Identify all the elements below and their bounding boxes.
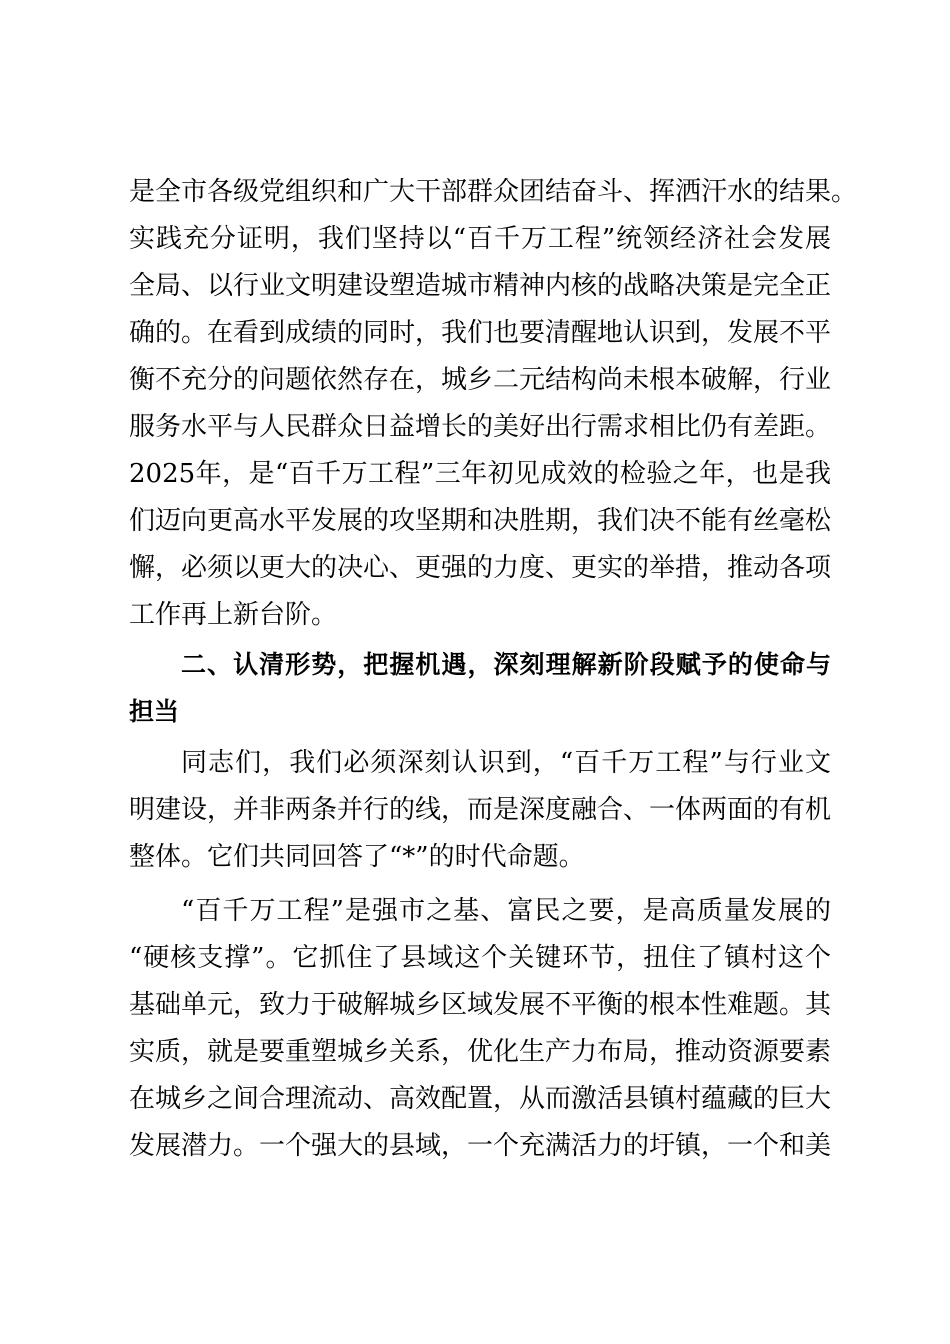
text-line: 衡不充分的问题依然存在，城乡二元结构尚未根本破解，行业 [129, 365, 832, 395]
heading-line: 担当 [129, 697, 180, 726]
text-line: 发展潜力。一个强大的县域，一个充满活力的圩镇，一个和美 [129, 1131, 832, 1161]
text-line: 整体。它们共同回答了“*”的时代命题。 [129, 842, 585, 872]
text-line: 实践充分证明，我们坚持以“百千万工程”统领经济社会发展 [129, 224, 831, 254]
text-line: 是全市各级党组织和广大干部群众团结奋斗、挥洒汗水的结果。 [129, 177, 858, 207]
heading-line: 二、认清形势，把握机遇，深刻理解新阶段赋予的使命与 [181, 650, 831, 679]
text-line: 明建设，并非两条并行的线，而是深度融合、一体两面的有机 [129, 795, 832, 825]
text-line: 在城乡之间合理流动、高效配置，从而激活县镇村蕴藏的巨大 [129, 1084, 832, 1114]
text-line: 全局、以行业文明建设塑造城市精神内核的战略决策是完全正 [129, 271, 832, 301]
text-line: 基础单元，致力于破解城乡区域发展不平衡的根本性难题。其 [129, 990, 832, 1020]
text-line: 实质，就是要重塑城乡关系，优化生产力布局，推动资源要素 [129, 1037, 832, 1067]
text-line: “硬核支撑”。它抓住了县域这个关键环节，扭住了镇村这个 [129, 943, 831, 973]
text-line: 确的。在看到成绩的同时，我们也要清醒地认识到，发展不平 [129, 318, 832, 348]
text-line: 同志们，我们必须深刻认识到，“百千万工程”与行业文 [181, 748, 831, 778]
text-line: 2025年，是“百千万工程”三年初见成效的检验之年，也是我 [129, 459, 831, 489]
text-line: 们迈向更高水平发展的攻坚期和决胜期，我们决不能有丝毫松 [129, 506, 832, 536]
text-line: “百千万工程”是强市之基、富民之要，是高质量发展的 [181, 896, 831, 926]
text-line: 服务水平与人民群众日益增长的美好出行需求相比仍有差距。 [129, 412, 832, 442]
text-line: 工作再上新台阶。 [129, 600, 338, 630]
text-line: 懈，必须以更大的决心、更强的力度、更实的举措，推动各项 [129, 553, 832, 583]
